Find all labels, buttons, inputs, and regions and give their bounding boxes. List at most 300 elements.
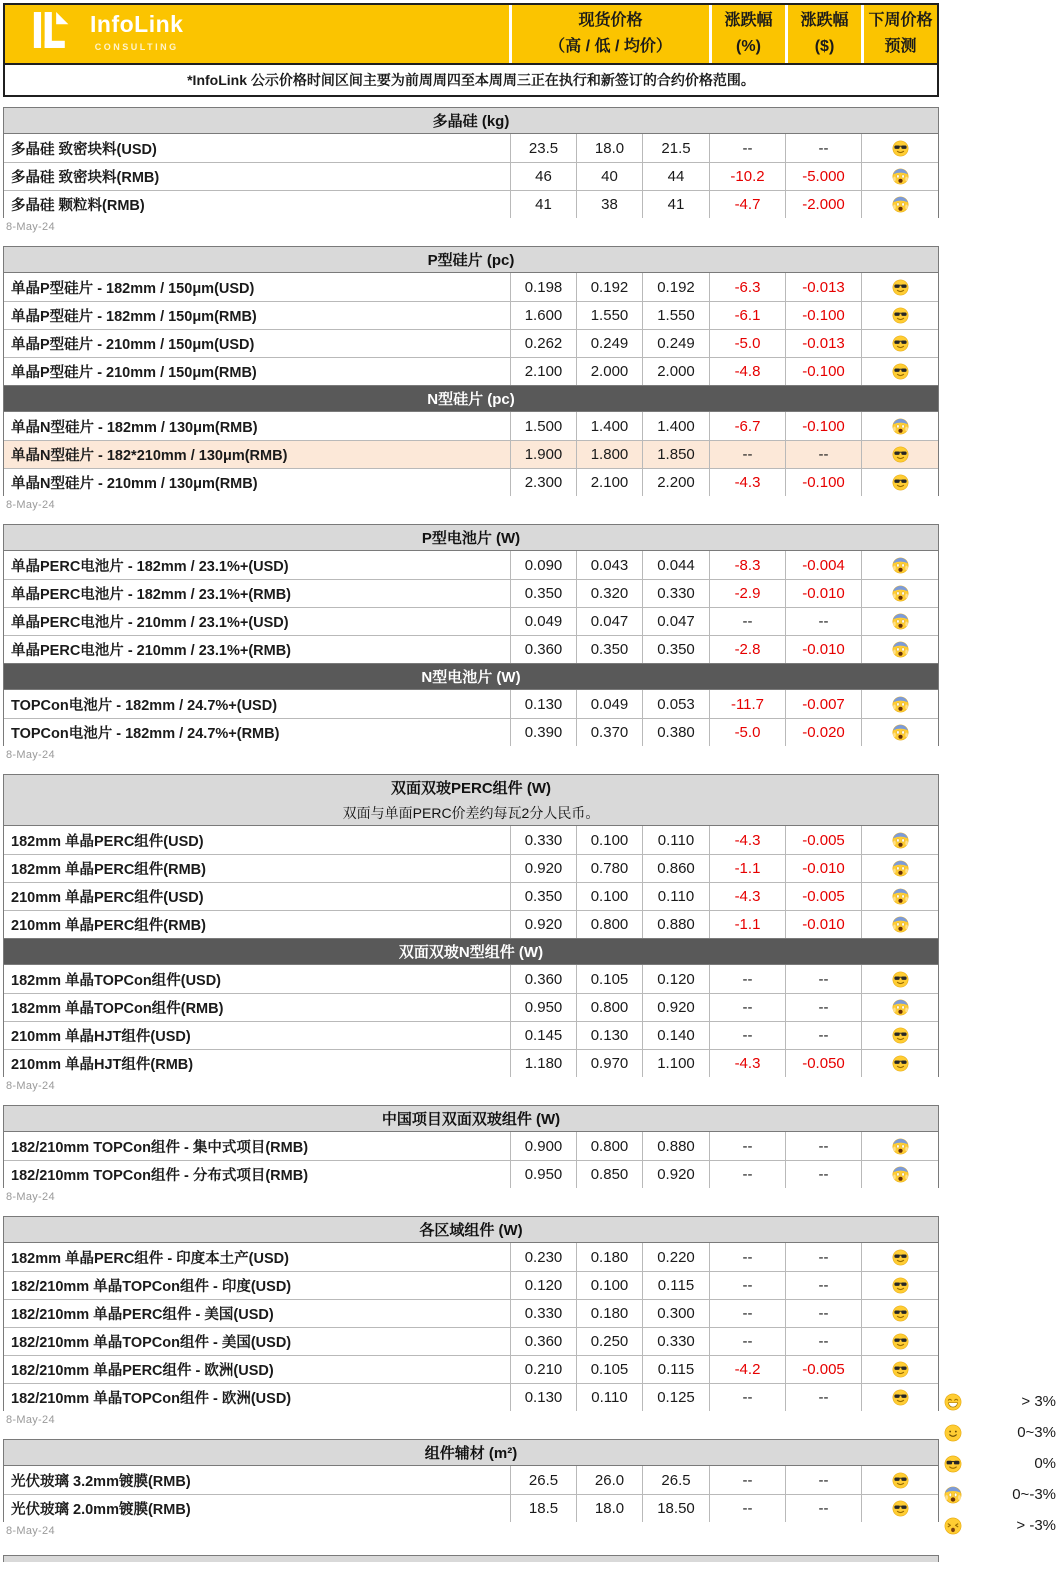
sunglasses-emoji-icon (892, 1277, 909, 1294)
sunglasses-emoji-icon (892, 474, 909, 491)
avg-price-cell: 0.920 (643, 994, 710, 1021)
avg-price-cell: 0.125 (643, 1384, 710, 1411)
high-price-cell: 0.350 (511, 580, 577, 607)
scream-emoji-icon (892, 641, 909, 658)
product-label-cell: 182/210mm TOPCon组件 - 分布式项目(RMB) (4, 1161, 511, 1188)
sunglasses-emoji-icon (892, 363, 909, 380)
forecast-cell (862, 911, 938, 938)
high-price-cell: 0.230 (511, 1243, 577, 1271)
legend-label: 0~-3% (1012, 1486, 1056, 1503)
legend-item (944, 1516, 1056, 1535)
scream-emoji-icon (944, 1486, 962, 1504)
low-price-cell: 0.105 (577, 1356, 643, 1383)
low-price-cell: 0.049 (577, 690, 643, 718)
low-price-cell: 0.130 (577, 1022, 643, 1049)
section-date: 8-May-24 (6, 1525, 55, 1537)
usd-change-cell: -- (786, 1328, 862, 1355)
forecast-column-header (864, 5, 937, 63)
section-block (3, 107, 939, 235)
usd-change-cell: -- (786, 1022, 862, 1049)
avg-price-cell: 0.110 (643, 826, 710, 854)
forecast-cell (862, 191, 938, 218)
scream-emoji-icon (892, 613, 909, 630)
usd-change-cell: -- (786, 994, 862, 1021)
product-label-cell: 单晶PERC电池片 - 210mm / 23.1%+(RMB) (4, 636, 511, 663)
usd-change-cell: -0.100 (786, 302, 862, 329)
product-label-cell: 单晶N型硅片 - 182mm / 130μm(RMB) (4, 412, 511, 440)
low-price-cell: 18.0 (577, 134, 643, 162)
section-date: 8-May-24 (6, 749, 55, 761)
sunglasses-emoji-icon (892, 1389, 909, 1406)
table-row (4, 273, 938, 301)
section-title: 各区域组件 (W) (419, 1222, 523, 1239)
section (3, 774, 939, 938)
scream-emoji-icon (892, 196, 909, 213)
usd-change-cell: -0.100 (786, 469, 862, 496)
usd-change-cell: -0.007 (786, 690, 862, 718)
high-price-cell: 0.145 (511, 1022, 577, 1049)
product-label-cell: 182/210mm 单晶PERC组件 - 美国(USD) (4, 1300, 511, 1327)
forecast-cell (862, 994, 938, 1021)
pct-change-title: 涨跌幅 (724, 12, 773, 30)
table-row (4, 551, 938, 579)
scream-emoji-icon (892, 1166, 909, 1183)
table-row (4, 718, 938, 746)
product-label-cell: 单晶P型硅片 - 210mm / 150μm(RMB) (4, 358, 511, 385)
low-price-cell: 2.000 (577, 358, 643, 385)
low-price-cell: 0.047 (577, 608, 643, 635)
low-price-cell: 1.550 (577, 302, 643, 329)
pct-change-cell: -- (710, 1300, 786, 1327)
forecast-cell (862, 412, 938, 440)
section (3, 246, 939, 385)
table-row (4, 690, 938, 718)
high-price-cell: 1.600 (511, 302, 577, 329)
table-row (4, 1021, 938, 1049)
forecast-cell (862, 1050, 938, 1077)
usd-change-cell: -- (786, 134, 862, 162)
section (3, 385, 939, 496)
table-row (4, 1049, 938, 1077)
product-label-cell: 182/210mm 单晶TOPCon组件 - 欧洲(USD) (4, 1384, 511, 1411)
product-label-cell: 多晶硅 颗粒料(RMB) (4, 191, 511, 218)
scream-emoji-icon (892, 418, 909, 435)
scream-emoji-icon (892, 585, 909, 602)
forecast-cell (862, 608, 938, 635)
brand-cell (5, 5, 509, 63)
usd-change-cell: -5.000 (786, 163, 862, 190)
avg-price-cell: 0.350 (643, 636, 710, 663)
low-price-cell: 0.250 (577, 1328, 643, 1355)
table-row (4, 134, 938, 162)
avg-price-cell: 41 (643, 191, 710, 218)
forecast-legend (944, 1392, 1056, 1547)
section (3, 107, 939, 218)
avg-price-cell: 0.115 (643, 1272, 710, 1299)
column-header-row (5, 5, 937, 63)
usd-change-cell: -0.020 (786, 719, 862, 746)
scream-emoji-icon (892, 888, 909, 905)
high-price-cell: 0.090 (511, 551, 577, 579)
product-label-cell: 单晶PERC电池片 - 182mm / 23.1%+(USD) (4, 551, 511, 579)
pct-change-cell: -- (710, 1132, 786, 1160)
forecast-cell (862, 134, 938, 162)
sunglasses-emoji-icon (944, 1455, 962, 1473)
section-title: P型电池片 (W) (421, 530, 521, 547)
avg-price-cell: 2.000 (643, 358, 710, 385)
low-price-cell: 0.970 (577, 1050, 643, 1077)
avg-price-cell: 21.5 (643, 134, 710, 162)
infolink-logo-icon (31, 9, 77, 60)
avg-price-cell: 0.920 (643, 1161, 710, 1188)
table-row (4, 162, 938, 190)
usd-change-title: 涨跌幅 (800, 12, 849, 30)
high-price-cell: 1.500 (511, 412, 577, 440)
pct-change-cell: -6.1 (710, 302, 786, 329)
product-label-cell: 182mm 单晶PERC组件(RMB) (4, 855, 511, 882)
sunglasses-emoji-icon (892, 279, 909, 296)
low-price-cell: 0.320 (577, 580, 643, 607)
usd-change-column-header (788, 5, 861, 63)
product-label-cell: 单晶P型硅片 - 210mm / 150μm(USD) (4, 330, 511, 357)
low-price-cell: 0.180 (577, 1300, 643, 1327)
product-label-cell: 182mm 单晶TOPCon组件(RMB) (4, 994, 511, 1021)
forecast-title-line1: 下周价格 (868, 12, 933, 30)
product-label-cell: 单晶PERC电池片 - 210mm / 23.1%+(USD) (4, 608, 511, 635)
avg-price-cell: 2.200 (643, 469, 710, 496)
usd-change-cell: -- (786, 1300, 862, 1327)
low-price-cell: 0.180 (577, 1243, 643, 1271)
pct-change-cell: -4.8 (710, 358, 786, 385)
table-row (4, 965, 938, 993)
forecast-cell (862, 1356, 938, 1383)
section-header (4, 939, 938, 965)
high-price-cell: 0.950 (511, 994, 577, 1021)
high-price-cell: 0.920 (511, 911, 577, 938)
smile-emoji-icon (944, 1424, 962, 1442)
usd-change-cell: -- (786, 1243, 862, 1271)
product-label-cell: 182mm 单晶PERC组件 - 印度本土产(USD) (4, 1243, 511, 1271)
usd-change-cell: -0.005 (786, 826, 862, 854)
forecast-cell (862, 469, 938, 496)
scream-emoji-icon (892, 999, 909, 1016)
usd-change-cell: -0.010 (786, 580, 862, 607)
legend-item (944, 1454, 1056, 1473)
pct-change-cell: -4.3 (710, 826, 786, 854)
section-subtitle: 双面与单面PERC价差约每瓦2分人民币。 (4, 800, 938, 826)
table-row (4, 635, 938, 663)
high-price-cell: 46 (511, 163, 577, 190)
product-label-cell: 单晶P型硅片 - 182mm / 150μm(USD) (4, 273, 511, 301)
usd-change-cell: -- (786, 1161, 862, 1188)
section-header (4, 1106, 938, 1132)
low-price-cell: 0.800 (577, 1132, 643, 1160)
legend-label: > 3% (1021, 1393, 1056, 1410)
forecast-cell (862, 273, 938, 301)
brand-name: InfoLink (90, 11, 184, 38)
avg-price-cell: 0.300 (643, 1300, 710, 1327)
usd-change-cell: -0.010 (786, 636, 862, 663)
sunglasses-emoji-icon (892, 446, 909, 463)
sunglasses-emoji-icon (892, 1472, 909, 1489)
section (3, 663, 939, 746)
table-row (4, 329, 938, 357)
section-header (4, 664, 938, 690)
low-price-cell: 0.105 (577, 965, 643, 993)
forecast-cell (862, 1132, 938, 1160)
pct-change-cell: -11.7 (710, 690, 786, 718)
high-price-cell: 0.262 (511, 330, 577, 357)
table-row (4, 607, 938, 635)
table-row (4, 910, 938, 938)
low-price-cell: 0.780 (577, 855, 643, 882)
usd-change-cell: -0.100 (786, 358, 862, 385)
sunglasses-emoji-icon (892, 307, 909, 324)
table-row (4, 1271, 938, 1299)
pct-change-cell: -- (710, 1243, 786, 1271)
section-title: N型电池片 (W) (421, 669, 521, 686)
high-price-cell: 0.950 (511, 1161, 577, 1188)
usd-change-cell: -0.013 (786, 330, 862, 357)
section-date: 8-May-24 (6, 1414, 55, 1426)
forecast-cell (862, 690, 938, 718)
table-row (4, 357, 938, 385)
avg-price-cell: 0.880 (643, 1132, 710, 1160)
section-block (3, 1105, 939, 1205)
usd-change-cell: -0.004 (786, 551, 862, 579)
forecast-cell (862, 441, 938, 468)
usd-change-cell: -- (786, 965, 862, 993)
usd-change-cell: -0.005 (786, 883, 862, 910)
disclaimer-note: *InfoLink 公示价格时间区间主要为前周周四至本周周三正在执行和新签订的合约价格范围。 (5, 63, 937, 95)
section-header (4, 1440, 938, 1466)
high-price-cell: 18.5 (511, 1495, 577, 1522)
avg-price-cell: 44 (643, 163, 710, 190)
low-price-cell: 0.100 (577, 883, 643, 910)
product-label-cell: 单晶N型硅片 - 182*210mm / 130μm(RMB) (4, 441, 511, 468)
avg-price-cell: 0.860 (643, 855, 710, 882)
high-price-cell: 0.390 (511, 719, 577, 746)
forecast-cell (862, 1466, 938, 1494)
section-header (4, 525, 938, 551)
high-price-cell: 0.049 (511, 608, 577, 635)
low-price-cell: 0.110 (577, 1384, 643, 1411)
low-price-cell: 0.043 (577, 551, 643, 579)
pct-change-cell: -- (710, 134, 786, 162)
usd-change-cell: -0.100 (786, 412, 862, 440)
distress-emoji-icon (944, 1517, 962, 1535)
section-title: 多晶硅 (kg) (432, 113, 510, 130)
high-price-cell: 0.210 (511, 1356, 577, 1383)
pct-change-cell: -2.9 (710, 580, 786, 607)
pct-change-cell: -4.3 (710, 469, 786, 496)
avg-price-cell: 18.50 (643, 1495, 710, 1522)
pct-change-cell: -4.3 (710, 1050, 786, 1077)
low-price-cell: 0.850 (577, 1161, 643, 1188)
spot-price-column-header (512, 5, 709, 63)
usd-change-cell: -- (786, 441, 862, 468)
high-price-cell: 0.130 (511, 690, 577, 718)
section-title: N型硅片 (pc) (427, 391, 515, 408)
high-price-cell: 0.198 (511, 273, 577, 301)
table-row (4, 993, 938, 1021)
table-row (4, 1243, 938, 1271)
low-price-cell: 0.800 (577, 911, 643, 938)
pct-change-cell: -4.3 (710, 883, 786, 910)
scream-emoji-icon (892, 860, 909, 877)
pct-change-cell: -- (710, 1495, 786, 1522)
high-price-cell: 23.5 (511, 134, 577, 162)
high-price-cell: 0.360 (511, 965, 577, 993)
high-price-cell: 41 (511, 191, 577, 218)
product-label-cell: 210mm 单晶PERC组件(USD) (4, 883, 511, 910)
legend-item (944, 1423, 1056, 1442)
table-row (4, 579, 938, 607)
usd-change-cell: -0.013 (786, 273, 862, 301)
forecast-cell (862, 358, 938, 385)
usd-change-cell: -- (786, 1132, 862, 1160)
brand-text (90, 13, 183, 54)
product-label-cell: TOPCon电池片 - 182mm / 24.7%+(RMB) (4, 719, 511, 746)
product-label-cell: 单晶P型硅片 - 182mm / 150μm(RMB) (4, 302, 511, 329)
price-table (3, 3, 939, 1562)
forecast-cell (862, 1328, 938, 1355)
section (3, 524, 939, 663)
avg-price-cell: 0.120 (643, 965, 710, 993)
pct-change-cell: -- (710, 1272, 786, 1299)
low-price-cell: 0.370 (577, 719, 643, 746)
table-row (4, 1494, 938, 1522)
pct-change-cell: -6.3 (710, 273, 786, 301)
avg-price-cell: 1.400 (643, 412, 710, 440)
pct-change-cell: -5.0 (710, 330, 786, 357)
low-price-cell: 1.400 (577, 412, 643, 440)
high-price-cell: 2.100 (511, 358, 577, 385)
low-price-cell: 40 (577, 163, 643, 190)
section-date: 8-May-24 (6, 1080, 55, 1092)
usd-change-cell: -- (786, 1384, 862, 1411)
usd-change-cell: -- (786, 1272, 862, 1299)
table-row (4, 1132, 938, 1160)
table-row (4, 1299, 938, 1327)
table-row (4, 1466, 938, 1494)
high-price-cell: 0.360 (511, 636, 577, 663)
forecast-cell (862, 826, 938, 854)
spot-price-subtitle: （高 / 低 / 均价） (549, 38, 672, 55)
section-title: 组件辅材 (m²) (424, 1445, 518, 1462)
forecast-cell (862, 965, 938, 993)
product-label-cell: 光伏玻璃 3.2mm镀膜(RMB) (4, 1466, 511, 1494)
section-block (3, 774, 939, 1094)
product-label-cell: 多晶硅 致密块料(USD) (4, 134, 511, 162)
product-label-cell: 182/210mm TOPCon组件 - 集中式项目(RMB) (4, 1132, 511, 1160)
section-block (3, 1216, 939, 1428)
high-price-cell: 0.900 (511, 1132, 577, 1160)
product-label-cell: 210mm 单晶HJT组件(USD) (4, 1022, 511, 1049)
scream-emoji-icon (892, 916, 909, 933)
section (3, 938, 939, 1077)
forecast-cell (862, 883, 938, 910)
high-price-cell: 0.360 (511, 1328, 577, 1355)
section-header (4, 108, 938, 134)
section (3, 1105, 939, 1188)
pct-change-cell: -- (710, 994, 786, 1021)
section-title: 双面双玻PERC组件 (W) (391, 780, 551, 797)
section-title: 双面双玻N型组件 (W) (398, 944, 544, 961)
pct-change-subtitle: (%) (736, 38, 761, 55)
product-label-cell: 182/210mm 单晶PERC组件 - 欧洲(USD) (4, 1356, 511, 1383)
sunglasses-emoji-icon (892, 1333, 909, 1350)
spot-price-title: 现货价格 (578, 12, 643, 30)
high-price-cell: 0.350 (511, 883, 577, 910)
low-price-cell: 38 (577, 191, 643, 218)
forecast-cell (862, 719, 938, 746)
forecast-cell (862, 1243, 938, 1271)
avg-price-cell: 0.249 (643, 330, 710, 357)
low-price-cell: 18.0 (577, 1495, 643, 1522)
pct-change-cell: -8.3 (710, 551, 786, 579)
avg-price-cell: 0.044 (643, 551, 710, 579)
avg-price-cell: 0.330 (643, 580, 710, 607)
pct-change-cell: -1.1 (710, 911, 786, 938)
low-price-cell: 26.0 (577, 1466, 643, 1494)
table-row (4, 301, 938, 329)
low-price-cell: 0.800 (577, 994, 643, 1021)
usd-change-cell: -0.005 (786, 1356, 862, 1383)
pct-change-cell: -- (710, 965, 786, 993)
sunglasses-emoji-icon (892, 971, 909, 988)
product-label-cell: 182mm 单晶TOPCon组件(USD) (4, 965, 511, 993)
product-label-cell: 210mm 单晶PERC组件(RMB) (4, 911, 511, 938)
pct-change-cell: -- (710, 1466, 786, 1494)
forecast-cell (862, 1272, 938, 1299)
forecast-cell (862, 855, 938, 882)
scream-emoji-icon (892, 168, 909, 185)
usd-change-cell: -- (786, 1495, 862, 1522)
high-price-cell: 2.300 (511, 469, 577, 496)
usd-change-cell: -- (786, 1466, 862, 1494)
section (3, 1216, 939, 1411)
legend-item (944, 1392, 1056, 1411)
sunglasses-emoji-icon (892, 1500, 909, 1517)
usd-change-cell: -2.000 (786, 191, 862, 218)
pct-change-cell: -6.7 (710, 412, 786, 440)
sunglasses-emoji-icon (892, 140, 909, 157)
low-price-cell: 0.192 (577, 273, 643, 301)
table-row (4, 190, 938, 218)
usd-change-cell: -- (786, 608, 862, 635)
table-row (4, 1383, 938, 1411)
pct-change-cell: -- (710, 1161, 786, 1188)
table-row (4, 882, 938, 910)
section-header (4, 386, 938, 412)
table-row (4, 1327, 938, 1355)
avg-price-cell: 0.220 (643, 1243, 710, 1271)
table-row (4, 1355, 938, 1383)
product-label-cell: 182/210mm 单晶TOPCon组件 - 印度(USD) (4, 1272, 511, 1299)
pct-change-cell: -2.8 (710, 636, 786, 663)
high-price-cell: 0.330 (511, 1300, 577, 1327)
scream-emoji-icon (892, 724, 909, 741)
high-price-cell: 0.130 (511, 1384, 577, 1411)
high-price-cell: 0.920 (511, 855, 577, 882)
table-row (4, 1160, 938, 1188)
scream-emoji-icon (892, 832, 909, 849)
section-header (4, 247, 938, 273)
forecast-cell (862, 636, 938, 663)
scream-emoji-icon (892, 557, 909, 574)
high-price-cell: 0.330 (511, 826, 577, 854)
